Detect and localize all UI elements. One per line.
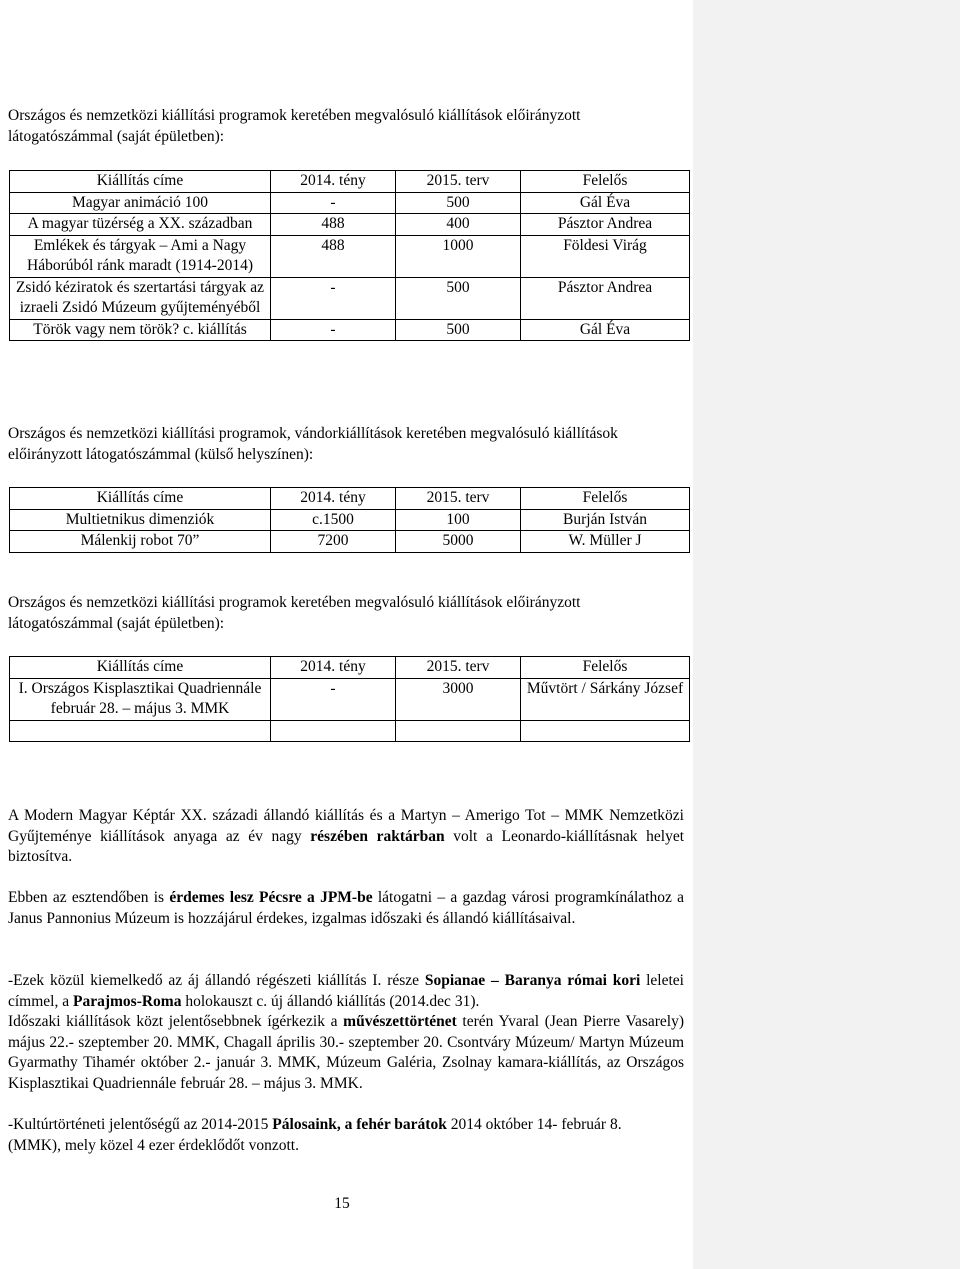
paragraph-text: Ebben az esztendőben is [8,889,170,906]
exhibitions-table-own-building-2 [9,656,690,742]
table-row [10,720,690,741]
cell-responsible: Burján István [521,509,690,531]
section2-heading: Országos és nemzetközi kiállítási programok, vándorkiállítások keretében megvalósuló kiállítások előirányzott látogatószámmal (külső helyszínen): [8,425,618,463]
cell-2015: 500 [396,319,521,341]
cell-responsible: Pásztor Andrea [521,214,690,236]
cell-2015: 400 [396,214,521,236]
paragraph-text: 2014 október 14- február 8. (MMK), mely közel 4 ezer érdeklődőt vonzott. [8,1116,622,1154]
cell-responsible: Gál Éva [521,192,690,214]
header-title: Kiállítás címe [10,657,271,679]
cell-responsible: Művtört / Sárkány József [521,678,690,720]
paragraph-text: Időszaki kiállítások közt jelentősebbnek ígérkezik a [8,1013,344,1030]
section3-heading: Országos és nemzetközi kiállítási programok keretében megvalósuló kiállítások előirányzott látogatószámmal (saját épületben): [8,594,581,632]
paragraph-text: holokauszt c. új állandó kiállítás (2014.dec 31). [181,992,480,1010]
header-2014: 2014. tény [271,488,396,510]
cell-title: Multietnikus dimenziók [10,509,271,531]
header-responsible: Felelős [521,171,690,193]
cell-2015: 5000 [396,531,521,553]
paragraph-text: látogatni – a gazdag városi programkínálathoz a Janus Pannonius Múzeum is hozzájárul érdekes, izgalmas időszaki és állandó kiállításaival. [8,889,684,927]
emphasis-text: részében raktárban [310,827,445,845]
table-row [10,509,690,531]
cell-title: Emlékek és tárgyak – Ami a Nagy Háborúból ránk maradt (1914-2014) [10,235,271,277]
cell-title: Málenkij robot 70” [10,531,271,553]
cell-2014: 488 [271,214,396,236]
cell-2015: 1000 [396,235,521,277]
table-row [10,214,690,236]
cell-2015 [396,720,521,741]
emphasis-text: Sopianae – Baranya római kori [424,972,641,989]
cell-2014: 7200 [271,531,396,553]
cell-responsible: W. Müller J [521,531,690,553]
cell-2015: 3000 [396,678,521,720]
cell-2014: - [271,192,396,214]
paragraph-temporary-exhibitions [8,1012,684,1094]
header-2014: 2014. tény [271,657,396,679]
cell-2014: - [271,678,396,720]
emphasis-text: érdemes lesz Pécsre a JPM-be [169,889,373,906]
paragraph-visit-pecs [8,888,684,929]
table-header-row [10,657,690,679]
comment-margin [693,0,960,1269]
paragraph-text: -Kultúrtörténeti jelentőségű az 2014-2015 [8,1116,273,1133]
emphasis-text: Parajmos-Roma [73,992,182,1010]
header-2014: 2014. tény [271,171,396,193]
cell-title: A magyar tüzérség a XX. században [10,214,271,236]
emphasis-text: művészettörténet [343,1013,457,1030]
cell-title: Magyar animáció 100 [10,192,271,214]
cell-2015: 100 [396,509,521,531]
cell-2015: 500 [396,192,521,214]
cell-title [10,720,271,741]
paragraph-archaeology [8,971,684,1012]
table-header-row [10,171,690,193]
cell-title: Zsidó kéziratok és szertartási tárgyak az izraeli Zsidó Múzeum gyűjteményéből [10,277,271,319]
paragraph-text: volt a Leonardo-kiállításnak helyet biztosítva. [8,827,685,865]
paragraph-text: terén Yvaral (Jean Pierre Vasarely) május 22.- szeptember 20. MMK, Chagall április 30.- szeptember 20. Csontváry Múzeum/ Martyn Múzeum Gyarmathy Tihamér október 2.- január 3. MMK, Múzeum Galéria, Zsolnay kamara-kiállítás, az Országos Kisplasztikai Quadriennále február 28. – május 3. MMK. [8,1013,684,1092]
cell-2014: 488 [271,235,396,277]
header-responsible: Felelős [521,657,690,679]
exhibitions-table-external [9,487,690,553]
emphasis-text: Pálosaink, a fehér barátok [272,1116,447,1133]
header-responsible: Felelős [521,488,690,510]
cell-2014 [271,720,396,741]
table-row [10,235,690,277]
cell-title: I. Országos Kisplasztikai Quadriennále február 28. – május 3. MMK [10,678,271,720]
table-row [10,192,690,214]
table-row [10,319,690,341]
paragraph-text: leletei címmel, a [8,972,684,1010]
page-number: 15 [334,1195,350,1212]
cell-responsible: Földesi Virág [521,235,690,277]
exhibitions-table-own-building [9,170,690,341]
table-row [10,531,690,553]
table-row [10,277,690,319]
header-title: Kiállítás címe [10,488,271,510]
cell-2014: - [271,277,396,319]
header-2015: 2015. terv [396,657,521,679]
table-header-row [10,488,690,510]
cell-2015: 500 [396,277,521,319]
paragraph-text: -Ezek közül kiemelkedő az áj állandó régészeti kiállítás I. része [8,972,425,989]
section1-heading: Országos és nemzetközi kiállítási programok keretében megvalósuló kiállítások előirányzott látogatószámmal (saját épületben): [8,107,581,145]
paragraph-text: A Modern Magyar Képtár XX. századi állandó kiállítás és a Martyn – Amerigo Tot – MMK Nemzetközi Gyűjteménye kiállítások anyaga az év nagy [8,807,684,845]
header-2015: 2015. terv [396,171,521,193]
cell-2014: - [271,319,396,341]
cell-responsible: Pásztor Andrea [521,277,690,319]
cell-responsible [521,720,690,741]
table-row [10,678,690,720]
cell-2014: c.1500 [271,509,396,531]
cell-title: Török vagy nem török? c. kiállítás [10,319,271,341]
cell-responsible: Gál Éva [521,319,690,341]
header-2015: 2015. terv [396,488,521,510]
header-title: Kiállítás címe [10,171,271,193]
paragraph-cultural-history [8,1115,653,1156]
paragraph-modern-gallery [8,806,684,868]
